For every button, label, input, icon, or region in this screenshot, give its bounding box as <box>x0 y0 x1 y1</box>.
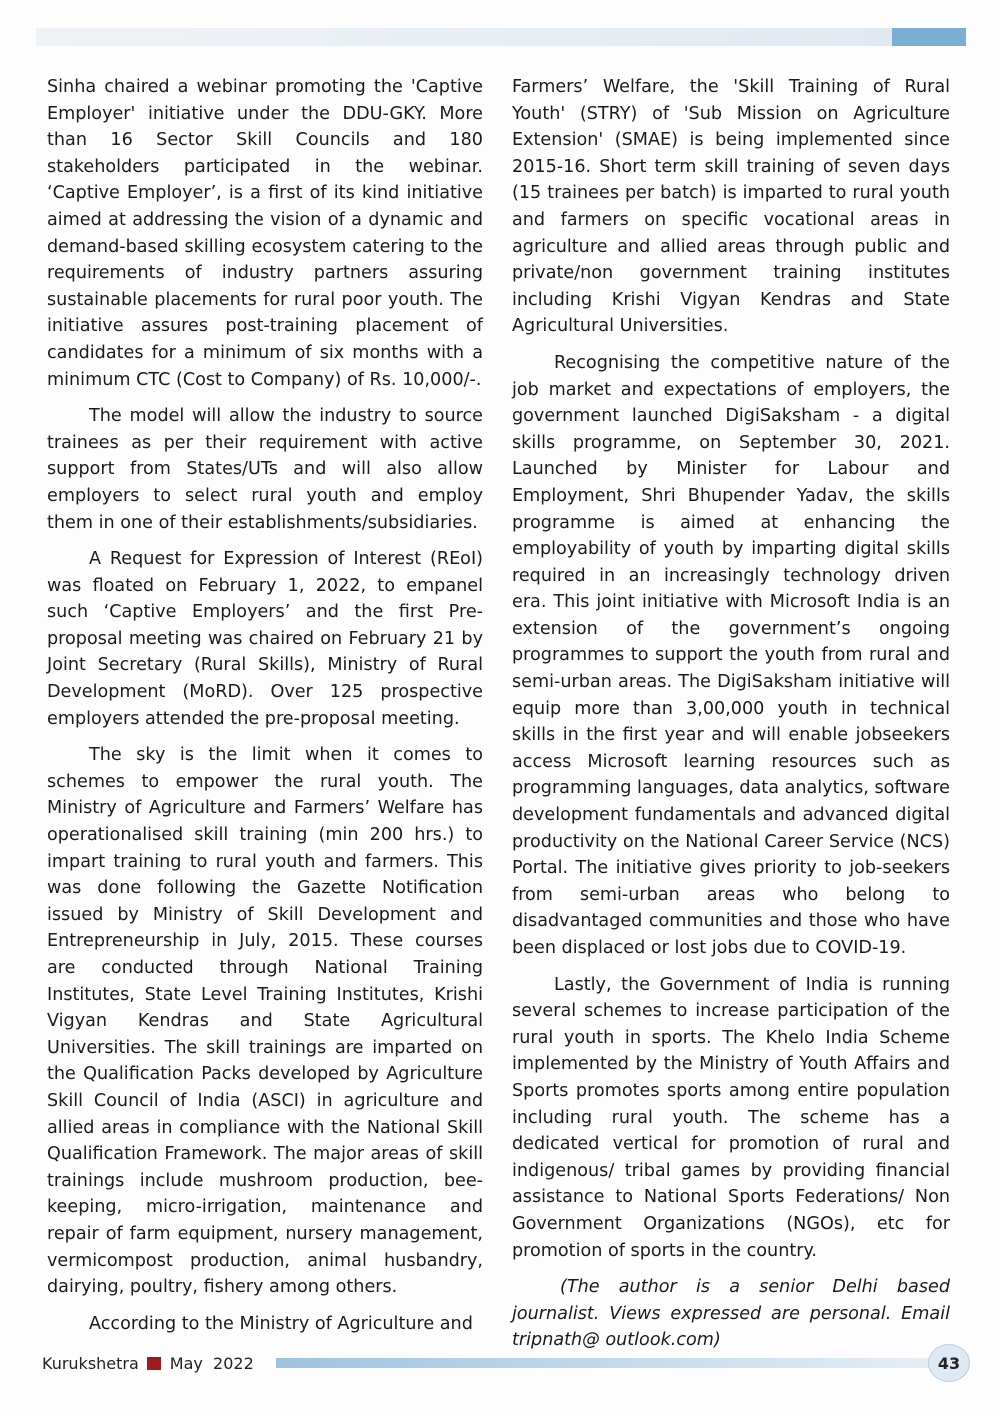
issue-date: May 2022 <box>169 1354 254 1373</box>
paragraph-captive-employer: Sinha chaired a webinar promoting the 'Captive Employer' initiative under the DDU-GKY. More than 16 Sector Skill Councils and 180 stakeholders participated in the webinar. ‘Captive Employer’, is a first of its kind initiative aimed at addressing the vision of a dynamic and demand-based skilling ecosystem catering to the requirements of industry partners assuring sustainable placements for rural poor youth. The initiative assures post-training placement of candidates for a minimum of six months with a minimum CTC (Cost to Company) of Rs. 10,000/-. <box>47 77 483 390</box>
page-number-badge <box>928 1344 970 1382</box>
article-left-column <box>47 74 483 1347</box>
footer-publication <box>42 1354 254 1373</box>
article-right-column <box>512 74 950 1364</box>
author-byline: (The author is a senior Delhi based journalist. Views expressed are personal. Email tripnath@ outlook.com) <box>512 1277 950 1351</box>
footer-separator-square <box>147 1357 161 1370</box>
paragraph-khelo-india: Lastly, the Government of India is running several schemes to increase participation of the rural youth in sports. The Khelo India Scheme implemented by the Ministry of Youth Affairs and Sports promotes sports among entire population including rural youth. The scheme has a dedicated vertical for promotion of rural and indigenous/ tribal games by providing financial assistance to National Sports Federations/ Non Government Organizations (NGOs), etc for promotion of sports in the country. <box>512 974 950 1261</box>
paragraph-stry-continued: Farmers’ Welfare, the 'Skill Training of Rural Youth' (STRY) of 'Sub Mission on Agriculture Extension' (SMAE) is being implemented since 2015-16. Short term skill training of seven days (15 trainees per batch) is imparted to rural youth and farmers on specific vocational areas in agriculture and allied areas through public and private/non government training institutes including Krishi Vigyan Kendras and State Agricultural Universities. <box>512 77 950 337</box>
magazine-name: Kurukshetra <box>42 1354 139 1373</box>
header-decorative-band <box>36 28 966 46</box>
paragraph-reoi: A Request for Expression of Interest (REoI) was floated on February 1, 2022, to empanel such ‘Captive Employers’ and the first Pre-proposal meeting was chaired on February 21 by Joint Secretary (Rural Skills), Ministry of Rural Development (MoRD). Over 125 prospective employers attended the pre-proposal meeting. <box>47 549 483 729</box>
paragraph-ministry-agriculture-start: According to the Ministry of Agriculture and <box>89 1313 473 1334</box>
paragraph-agriculture-skill-training: The sky is the limit when it comes to schemes to empower the rural youth. The Ministry of Agriculture and Farmers’ Welfare has operationalised skill training (min 200 hrs.) to impart training to rural youth and farmers. This was done following the Gazette Notification issued by Ministry of Skill Development and Entrepreneurship in July, 2015. These courses are conducted through National Training Institutes, State Level Training Institutes, Krishi Vigyan Kendras and State Agricultural Universities. The skill trainings are imparted on the Qualification Packs developed by Agriculture Skill Council of India (ASCI) in agriculture and allied areas in compliance with the National Skill Qualification Framework. The major areas of skill trainings include mushroom production, bee-keeping, micro-irrigation, maintenance and repair of farm equipment, nursery management, vermicompost production, animal husbandry, dairying, poultry, fishery among others. <box>47 745 483 1298</box>
page-number: 43 <box>937 1353 961 1373</box>
paragraph-industry-model: The model will allow the industry to source trainees as per their requirement with active support from States/UTs and will also allow employers to select rural youth and employ them in one of their establishments/subsidiaries. <box>47 406 483 533</box>
footer-decorative-band <box>276 1358 938 1368</box>
paragraph-digisaksham: Recognising the competitive nature of the job market and expectations of employers, the government launched DigiSaksham - a digital skills programme, on September 30, 2021. Launched by Minister for Labour and Employment, Shri Bhupender Yadav, the skills programme is aimed at enhancing the employability of youth by imparting digital skills required in an increasingly technology driven era. This joint initiative with Microsoft India is an extension of the government’s ongoing programmes to support the youth from rural and semi-urban areas. The DigiSaksham initiative will equip more than 3,00,000 youth in technical skills in the first year and will enable jobseekers access Microsoft learning resources such as programming languages, data analytics, software development fundamentals and advanced digital productivity on the National Career Service (NCS) Portal. The initiative gives priority to job-seekers from semi-urban areas who belong to disadvantaged communities and those who have been displaced or lost jobs due to COVID-19. <box>512 352 950 958</box>
header-accent-block <box>892 28 966 46</box>
